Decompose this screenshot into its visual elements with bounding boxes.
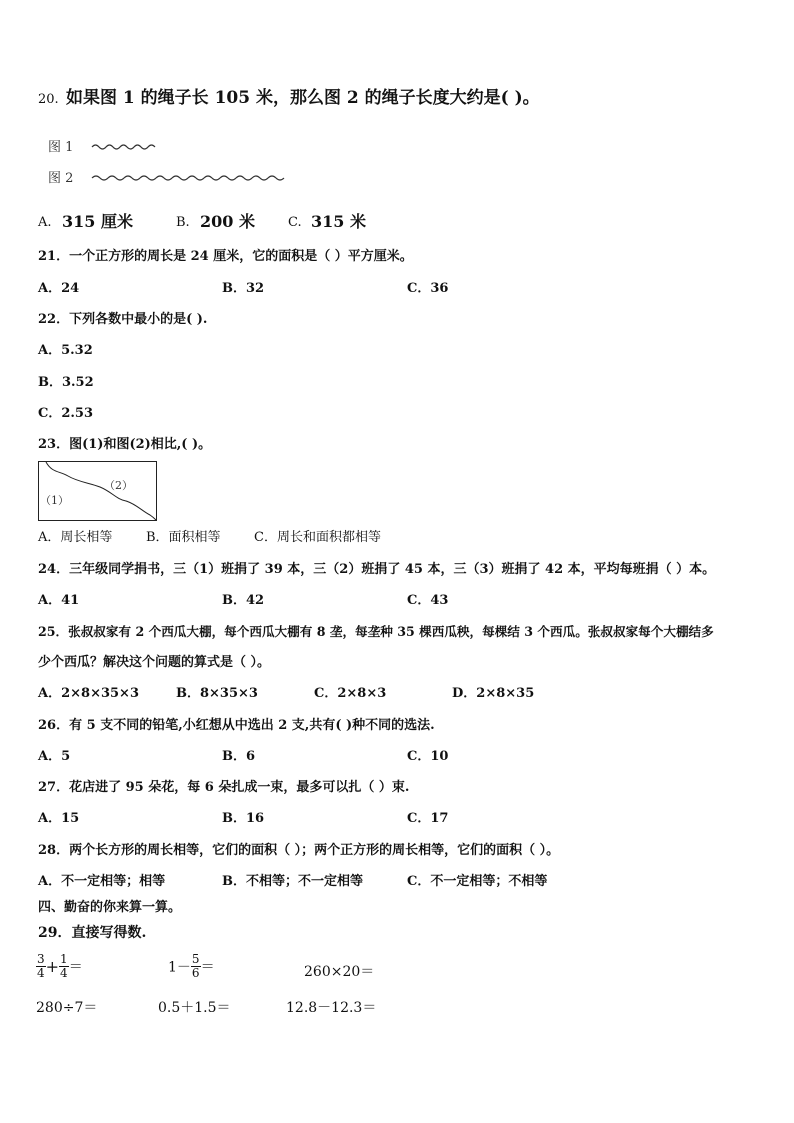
q20-option-b: 200 米 (200, 212, 255, 231)
q29-expr-1-frac-2 (59, 953, 69, 980)
q29-expr-5: 0.5＋1.5＝ (158, 1000, 231, 1016)
denominator: 4 (60, 966, 68, 980)
denominator: 4 (37, 966, 45, 980)
q25-option-b: B．8×35×3 (176, 686, 258, 701)
q25-stem-line-1: 25．张叔叔家有 2 个西瓜大棚，每个西瓜大棚有 8 垄，每垄种 35 棵西瓜秧，每棵结 3 个西瓜。张叔叔家每个大棚结多 (38, 624, 714, 639)
q25-option-a: A．2×8×35×3 (38, 686, 139, 701)
q28-option-c: C．不一定相等；不相等 (407, 874, 548, 889)
q28-stem: 28．两个长方形的周长相等，它们的面积（ ）；两个正方形的周长相等，它们的面积（ ）。 (38, 843, 560, 858)
q20-option-c: 315 米 (311, 212, 366, 231)
q29-expr-2 (168, 953, 215, 980)
q22-option-b: B．3.52 (38, 375, 94, 390)
q23-option-b: B．面积相等 (146, 530, 221, 545)
q26-stem: 26．有 5 支不同的铅笔,小红想从中选出 2 支,共有( )种不同的选法. (38, 718, 435, 733)
q22-stem: 22．下列各数中最小的是( ). (38, 312, 208, 327)
q25-option-c: C．2×8×3 (314, 686, 387, 701)
q27-option-b: B．16 (222, 811, 265, 826)
q29-stem: 29．直接写得数. (38, 925, 147, 941)
q23-fig-label-2: （2） (104, 479, 133, 492)
q29-expr-2-frac (191, 953, 201, 980)
q20-fig1-label: 图 1 (48, 140, 74, 155)
q20-fig2-label: 图 2 (48, 171, 74, 186)
q23-fig-label-1: （1） (40, 494, 69, 507)
q26-option-b: B．6 (222, 749, 256, 764)
q29-expr-6: 12.8－12.3＝ (286, 1000, 377, 1016)
q21-option-b: B．32 (222, 281, 265, 296)
whole-minus: 1－ (168, 959, 191, 976)
q20-rope-2 (92, 173, 284, 183)
q27-option-c: C．17 (407, 811, 449, 826)
q21-option-a: A．24 (38, 281, 80, 296)
numerator: 3 (37, 952, 45, 966)
q24-option-c: C．43 (407, 593, 449, 608)
q20-number: 20. (38, 92, 59, 107)
denominator: 6 (191, 966, 200, 980)
q26-option-c: C．10 (407, 749, 449, 764)
q23-option-a: A．周长相等 (38, 530, 113, 545)
q20-option-a-key: A. (38, 215, 52, 230)
q20-option-a: 315 厘米 (62, 212, 133, 231)
equals-sign: ＝ (200, 959, 215, 976)
q29-expr-1-frac-1 (36, 953, 46, 980)
q20-stem: 如果图 1 的绳子长 105 米，那么图 2 的绳子长度大约是( )。 (66, 88, 540, 108)
q25-option-d: D．2×8×35 (452, 686, 535, 701)
q29-expr-3: 260×20＝ (304, 964, 375, 980)
q28-option-a: A．不一定相等；相等 (38, 874, 166, 889)
q20-option-c-key: C. (288, 215, 302, 230)
q29-expr-1 (36, 953, 83, 980)
q24-option-a: A．41 (38, 593, 80, 608)
q26-option-a: A．5 (38, 749, 71, 764)
q21-option-c: C．36 (407, 281, 449, 296)
numerator: 1 (60, 952, 68, 966)
q22-option-a: A．5.32 (38, 343, 93, 358)
q23-stem: 23．图(1)和图(2)相比,( )。 (38, 437, 212, 452)
q25-stem-line-2: 少个西瓜？解决这个问题的算式是（ ）。 (38, 655, 271, 670)
q20-option-b-key: B. (176, 215, 190, 230)
plus-sign: + (45, 957, 60, 976)
q24-option-b: B．42 (222, 593, 265, 608)
q28-option-b: B．不相等；不一定相等 (222, 874, 363, 889)
q21-stem: 21．一个正方形的周长是 24 厘米，它的面积是（ ）平方厘米。 (38, 249, 413, 264)
q23-option-c: C．周长和面积都相等 (254, 530, 381, 545)
q20-rope-1 (92, 142, 162, 152)
q22-option-c: C．2.53 (38, 406, 94, 421)
q27-option-a: A．15 (38, 811, 80, 826)
q24-stem: 24．三年级同学捐书，三（1）班捐了 39 本，三（2）班捐了 45 本，三（3）班捐了 42 本，平均每班捐（ ）本。 (38, 562, 716, 577)
numerator: 5 (191, 952, 200, 966)
section-4-title: 四、勤奋的你来算一算。 (38, 900, 182, 915)
q29-expr-4: 280÷7＝ (36, 1000, 98, 1016)
q27-stem: 27．花店进了 95 朵花，每 6 朵扎成一束，最多可以扎（ ）束. (38, 780, 410, 795)
equals-sign: ＝ (68, 959, 83, 976)
